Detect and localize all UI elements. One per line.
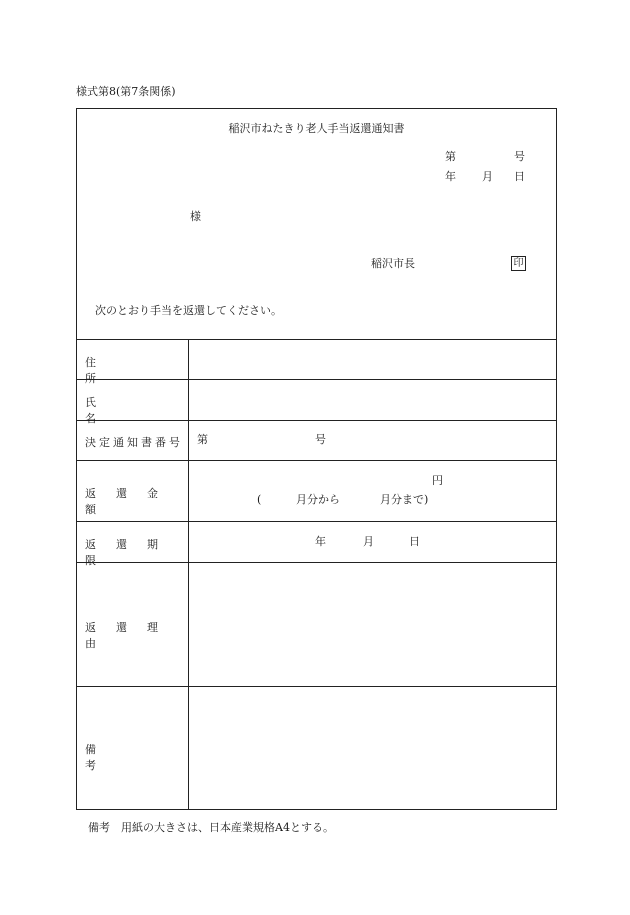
name-label: 氏名 <box>85 396 170 425</box>
date-day: 日 <box>514 170 525 183</box>
decision-number-suffix: 号 <box>315 433 326 446</box>
reason-label: 返還理由 <box>85 621 178 650</box>
column-divider <box>188 339 189 809</box>
row-divider <box>77 521 556 522</box>
seal-mark: 印 <box>511 256 526 271</box>
form-title: 稲沢市ねたきり老人手当返還通知書 <box>228 122 405 135</box>
amount-label: 返還金額 <box>85 487 178 516</box>
mayor-title: 稲沢市長 <box>371 257 415 270</box>
deadline-label: 返還期限 <box>85 538 178 567</box>
row-divider <box>77 686 556 687</box>
doc-number-suffix: 号 <box>514 150 525 163</box>
form-number-label: 様式第8(第7条関係) <box>76 85 176 98</box>
amount-yen: 円 <box>432 474 443 487</box>
date-month: 月 <box>482 170 493 183</box>
deadline-year: 年 <box>315 535 326 548</box>
date-year: 年 <box>445 170 456 183</box>
deadline-day: 日 <box>409 535 420 548</box>
notice-form <box>76 108 557 810</box>
instruction-text: 次のとおり手当を返還してください。 <box>95 304 282 317</box>
row-divider <box>77 460 556 461</box>
amount-from-month: 月分から <box>296 493 340 506</box>
addressee-honorific: 様 <box>190 210 201 223</box>
doc-number-prefix: 第 <box>445 150 456 163</box>
footnote: 備考 用紙の大きさは、日本産業規格A4とする。 <box>88 821 334 834</box>
amount-to-month: 月分まで) <box>380 493 429 506</box>
decision-number-label: 決定通知書番号 <box>85 436 183 449</box>
deadline-month: 月 <box>363 535 374 548</box>
amount-period-open: ( <box>257 493 262 506</box>
row-divider <box>77 339 556 340</box>
decision-number-prefix: 第 <box>197 433 208 446</box>
remarks-label: 備考 <box>85 743 170 772</box>
address-label: 住所 <box>85 356 170 385</box>
